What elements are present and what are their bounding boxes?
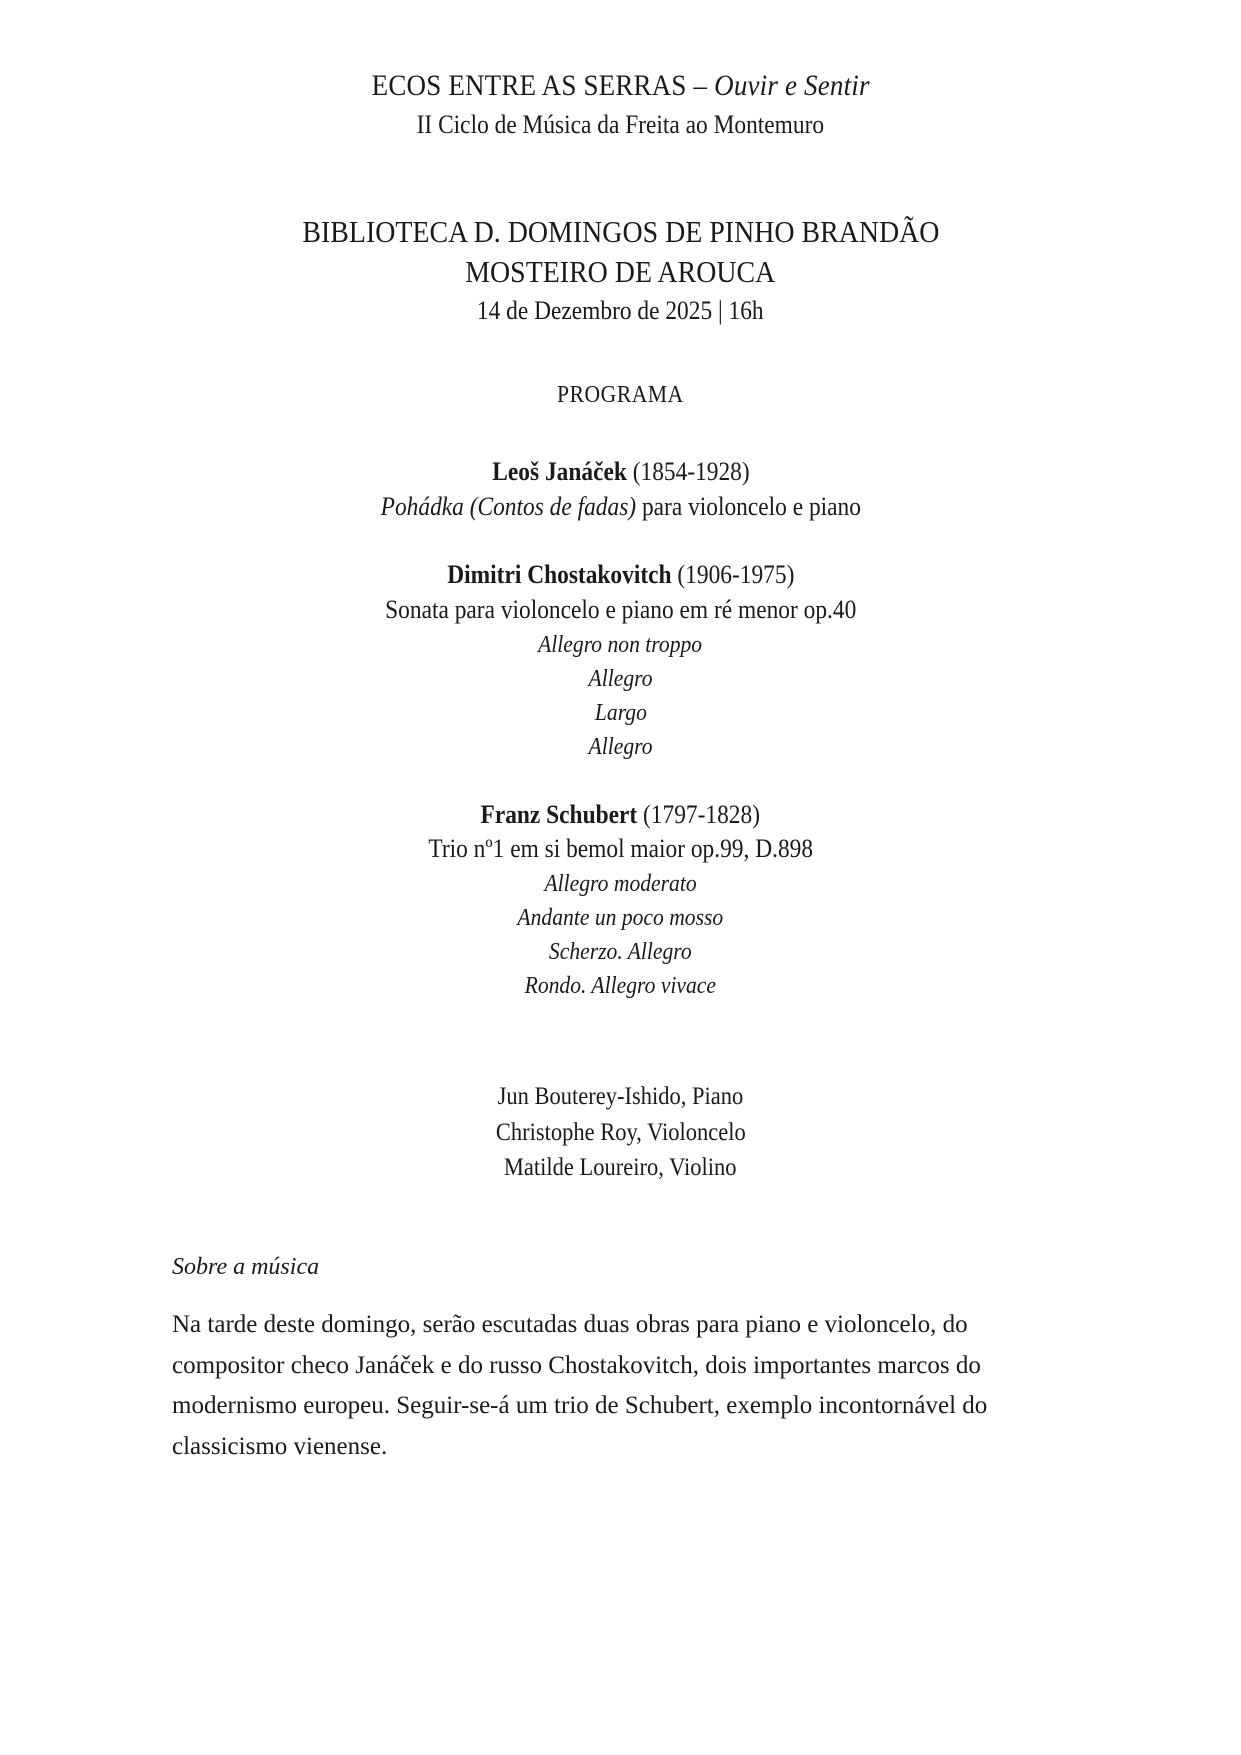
piece-title-rest: Sonata para violoncelo e piano em ré menor op.40 xyxy=(384,594,857,624)
notes-heading: Sobre a música xyxy=(172,1253,320,1280)
header-block xyxy=(0,0,1241,142)
movement-text: Allegro xyxy=(588,733,653,760)
event-title-main: ECOS ENTRE AS SERRAS xyxy=(371,69,687,102)
performer-text: Matilde Loureiro, Violino xyxy=(504,1154,737,1182)
notes-body: Na tarde deste domingo, serão escutadas duas obras para piano e violoncelo, do compositor checo Janáček e do russo Chostakovitch, dois importantes marcos do modernismo europeu. Seguir-se-á um trio de Schubert, exemplo incontornável do classicismo vienense. xyxy=(172,1311,988,1460)
work-item xyxy=(0,455,1241,524)
works-list xyxy=(0,455,1241,1003)
event-date-time-text: 14 de Dezembro de 2025 | 16h xyxy=(477,296,764,326)
movement-item xyxy=(0,696,1241,730)
movement-text: Rondo. Allegro vivace xyxy=(524,973,717,1000)
movement-item xyxy=(0,867,1241,901)
movement-item xyxy=(0,628,1241,662)
piece-line xyxy=(0,490,1241,525)
composer-dates: (1906-1975) xyxy=(671,560,795,590)
venue-monastery-text: MOSTEIRO DE AROUCA xyxy=(465,254,776,290)
composer-line xyxy=(0,798,1241,832)
event-date-time xyxy=(0,294,1241,328)
cycle-subtitle xyxy=(0,109,1241,142)
event-title-subtitle: Ouvir e Sentir xyxy=(713,69,870,102)
venue-library-text: BIBLIOTECA D. DOMINGOS DE PINHO BRANDÃO xyxy=(301,213,940,249)
performer-item xyxy=(0,1115,1241,1151)
venue-block xyxy=(0,212,1241,328)
performer-text: Jun Bouterey-Ishido, Piano xyxy=(497,1083,744,1111)
work-item xyxy=(0,558,1241,763)
work-item xyxy=(0,798,1241,1003)
movement-text: Allegro moderato xyxy=(544,871,697,898)
piece-line xyxy=(0,593,1241,628)
movements-list xyxy=(0,867,1241,1003)
performers-list xyxy=(0,1079,1241,1186)
performer-item xyxy=(0,1079,1241,1115)
composer-name: Leoš Janáček xyxy=(491,457,627,487)
movements-list xyxy=(0,628,1241,764)
movement-item xyxy=(0,901,1241,935)
piece-line xyxy=(0,832,1241,867)
piece-title-italic: Pohádka (Contos de fadas) xyxy=(380,491,636,521)
performer-text: Christophe Roy, Violoncelo xyxy=(495,1118,746,1146)
notes-section xyxy=(0,1252,1241,1467)
event-title-dash: – xyxy=(686,69,714,102)
movement-text: Allegro xyxy=(588,665,653,692)
movement-item xyxy=(0,662,1241,696)
movement-text: Andante un poco mosso xyxy=(517,905,724,932)
movement-item xyxy=(0,730,1241,764)
composer-dates: (1797-1828) xyxy=(637,799,761,829)
composer-line xyxy=(0,558,1241,592)
cycle-subtitle-text: II Ciclo de Música da Freita ao Montemuro xyxy=(416,110,825,140)
composer-line xyxy=(0,455,1241,489)
composer-dates: (1854-1928) xyxy=(626,457,750,487)
programa-heading xyxy=(0,382,1241,409)
piece-title-rest: para violoncelo e piano xyxy=(635,491,861,521)
movement-text: Scherzo. Allegro xyxy=(549,939,692,966)
piece-title-rest: Trio nº1 em si bemol maior op.99, D.898 xyxy=(428,834,813,864)
programa-heading-text: PROGRAMA xyxy=(557,382,684,409)
composer-name: Dimitri Chostakovitch xyxy=(446,560,672,590)
composer-name: Franz Schubert xyxy=(480,799,638,829)
performer-item xyxy=(0,1150,1241,1186)
movement-text: Allegro non troppo xyxy=(538,631,703,658)
movement-text: Largo xyxy=(594,699,647,726)
venue-library xyxy=(0,212,1241,252)
venue-monastery xyxy=(0,252,1241,292)
event-title xyxy=(0,68,1241,103)
movement-item xyxy=(0,935,1241,969)
movement-item xyxy=(0,969,1241,1003)
